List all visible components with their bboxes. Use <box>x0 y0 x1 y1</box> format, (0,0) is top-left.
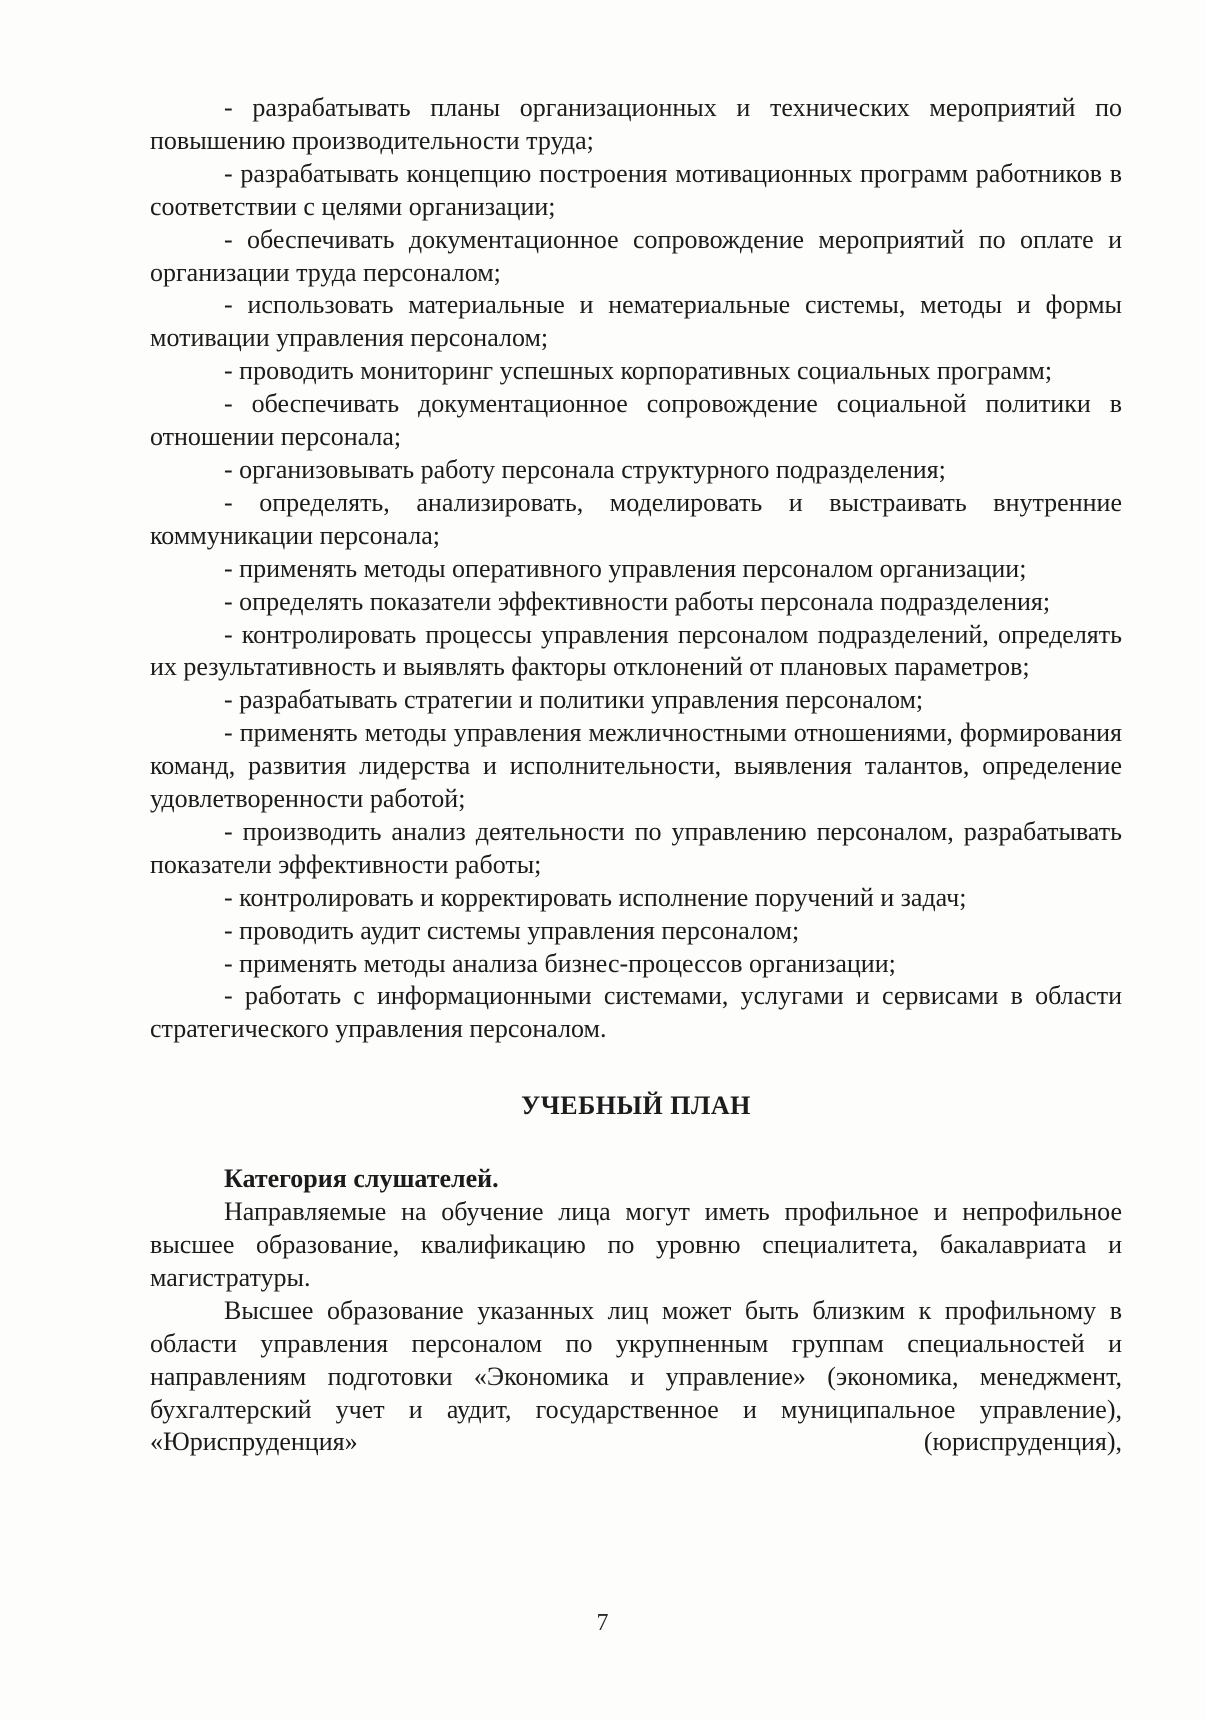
skill-item: - разрабатывать планы организационных и технических мероприятий по повышению производительности труда; <box>150 93 1122 155</box>
skill-item: - организовывать работу персонала структурного подразделения; <box>224 454 946 484</box>
skill-item: - обеспечивать документационное сопровождение социальной политики в отношении персонала; <box>150 389 1122 452</box>
skill-item: - разрабатывать стратегии и политики управления персоналом; <box>224 685 924 715</box>
skill-item: - определять показатели эффективности работы персонала подразделения; <box>224 586 1051 616</box>
skill-item: - проводить мониторинг успешных корпоративных социальных программ; <box>224 356 1053 386</box>
paragraph-1: Направляемые на обучение лица могут иметь профильное и непрофильное высшее образование, квалификацию по уровню специалитета, бакалавриата и магистратуры. <box>150 1197 1122 1292</box>
section-subtitle: Категория слушателей. <box>224 1164 499 1194</box>
paragraph-2: Высшее образование указанных лиц может быть близким к профильному в области управления персоналом по укрупненным группам специальностей и направлениям подготовки «Экономика и управление» (экономика, менеджмент, бухгалтерский учет и аудит, государственное и муниципальное управление), «Юриспруденция» (юриспруденция), <box>150 1295 1122 1457</box>
skill-item: - проводить аудит системы управления персоналом; <box>224 915 800 945</box>
skill-item: - обеспечивать документационное сопровождение мероприятий по оплате и организации труда персоналом; <box>150 224 1122 287</box>
skill-item: - применять методы управления межличностными отношениями, формирования команд, развития лидерства и исполнительности, выявления талантов, определение удовлетворенности работой; <box>150 718 1122 814</box>
page-content <box>150 92 1122 1459</box>
skill-item: - работать с информационными системами, услугами и сервисами в области стратегического управления персоналом. <box>150 981 1122 1044</box>
page-number: 7 <box>596 1610 609 1636</box>
section-title: УЧЕБНЫЙ ПЛАН <box>521 1091 751 1121</box>
skill-item: - производить анализ деятельности по управлению персоналом, разрабатывать показатели эффективности работы; <box>150 816 1122 879</box>
skill-item: - контролировать и корректировать исполнение поручений и задач; <box>224 882 967 912</box>
skill-item: - контролировать процессы управления персоналом подразделений, определять их результативность и выявлять факторы отклонений от плановых параметров; <box>150 619 1122 682</box>
skill-item: - применять методы анализа бизнес-процессов организации; <box>224 948 896 978</box>
skill-item: - использовать материальные и нематериальные системы, методы и формы мотивации управления персоналом; <box>150 290 1122 353</box>
skill-item: - разрабатывать концепцию построения мотивационных программ работников в соответствии с целями организации; <box>150 158 1122 221</box>
skills-list <box>150 92 1122 1046</box>
skill-item: - определять, анализировать, моделировать и выстраивать внутренние коммуникации персонала; <box>150 487 1122 550</box>
skill-item: - применять методы оперативного управления персоналом организации; <box>224 553 1027 583</box>
